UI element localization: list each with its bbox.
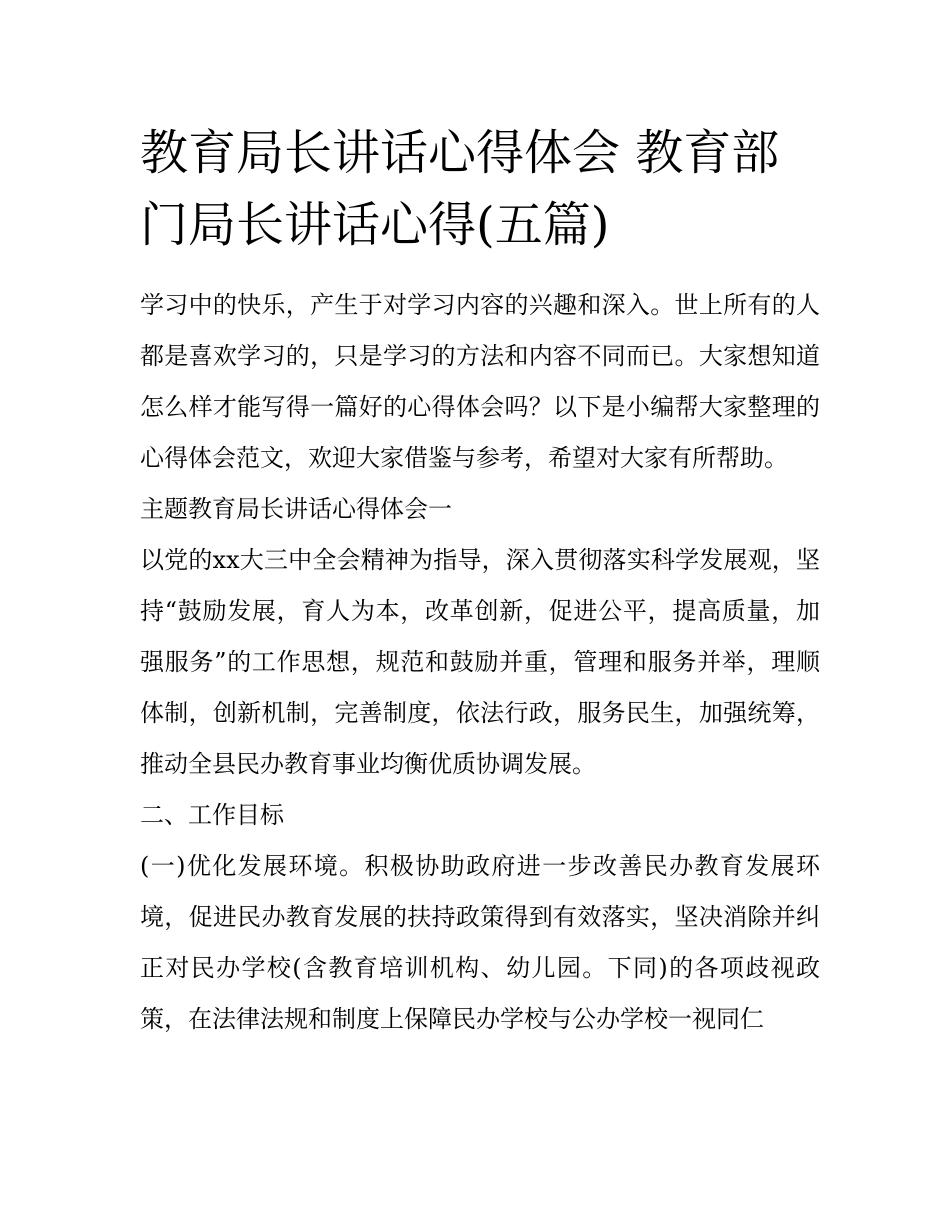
document-body — [140, 280, 820, 1045]
intro-paragraph: 学习中的快乐，产生于对学习内容的兴趣和深入。世上所有的人都是喜欢学习的，只是学习的方法和内容不同而已。大家想知道怎么样才能写得一篇好的心得体会吗？以下是小编帮大家整理的心得体会范文，欢迎大家借鉴与参考，希望对大家有所帮助。 — [140, 291, 820, 472]
work-goals-heading: 二、工作目标 — [140, 801, 284, 829]
goal-one-paragraph: (一)优化发展环境。积极协助政府进一步改善民办教育发展环境，促进民办教育发展的扶持政策得到有效落实，坚决消除并纠正对民办学校(含教育培训机构、幼儿园。下同)的各项歧视政策，在法律法规和制度上保障民办学校与公办学校一视同仁 — [140, 852, 820, 1033]
guiding-principle-paragraph: 以党的xx大三中全会精神为指导，深入贯彻落实科学发展观，坚持“鼓励发展，育人为本，改革创新，促进公平，提高质量，加强服务”的工作思想，规范和鼓励并重，管理和服务并举，理顺体制，创新机制，完善制度，依法行政，服务民生，加强统筹，推动全县民办教育事业均衡优质协调发展。 — [140, 546, 820, 778]
section-heading: 主题教育局长讲话心得体会一 — [140, 495, 452, 523]
document-title: 教育局长讲话心得体会 教育部门局长讲话心得(五篇) — [140, 125, 780, 253]
